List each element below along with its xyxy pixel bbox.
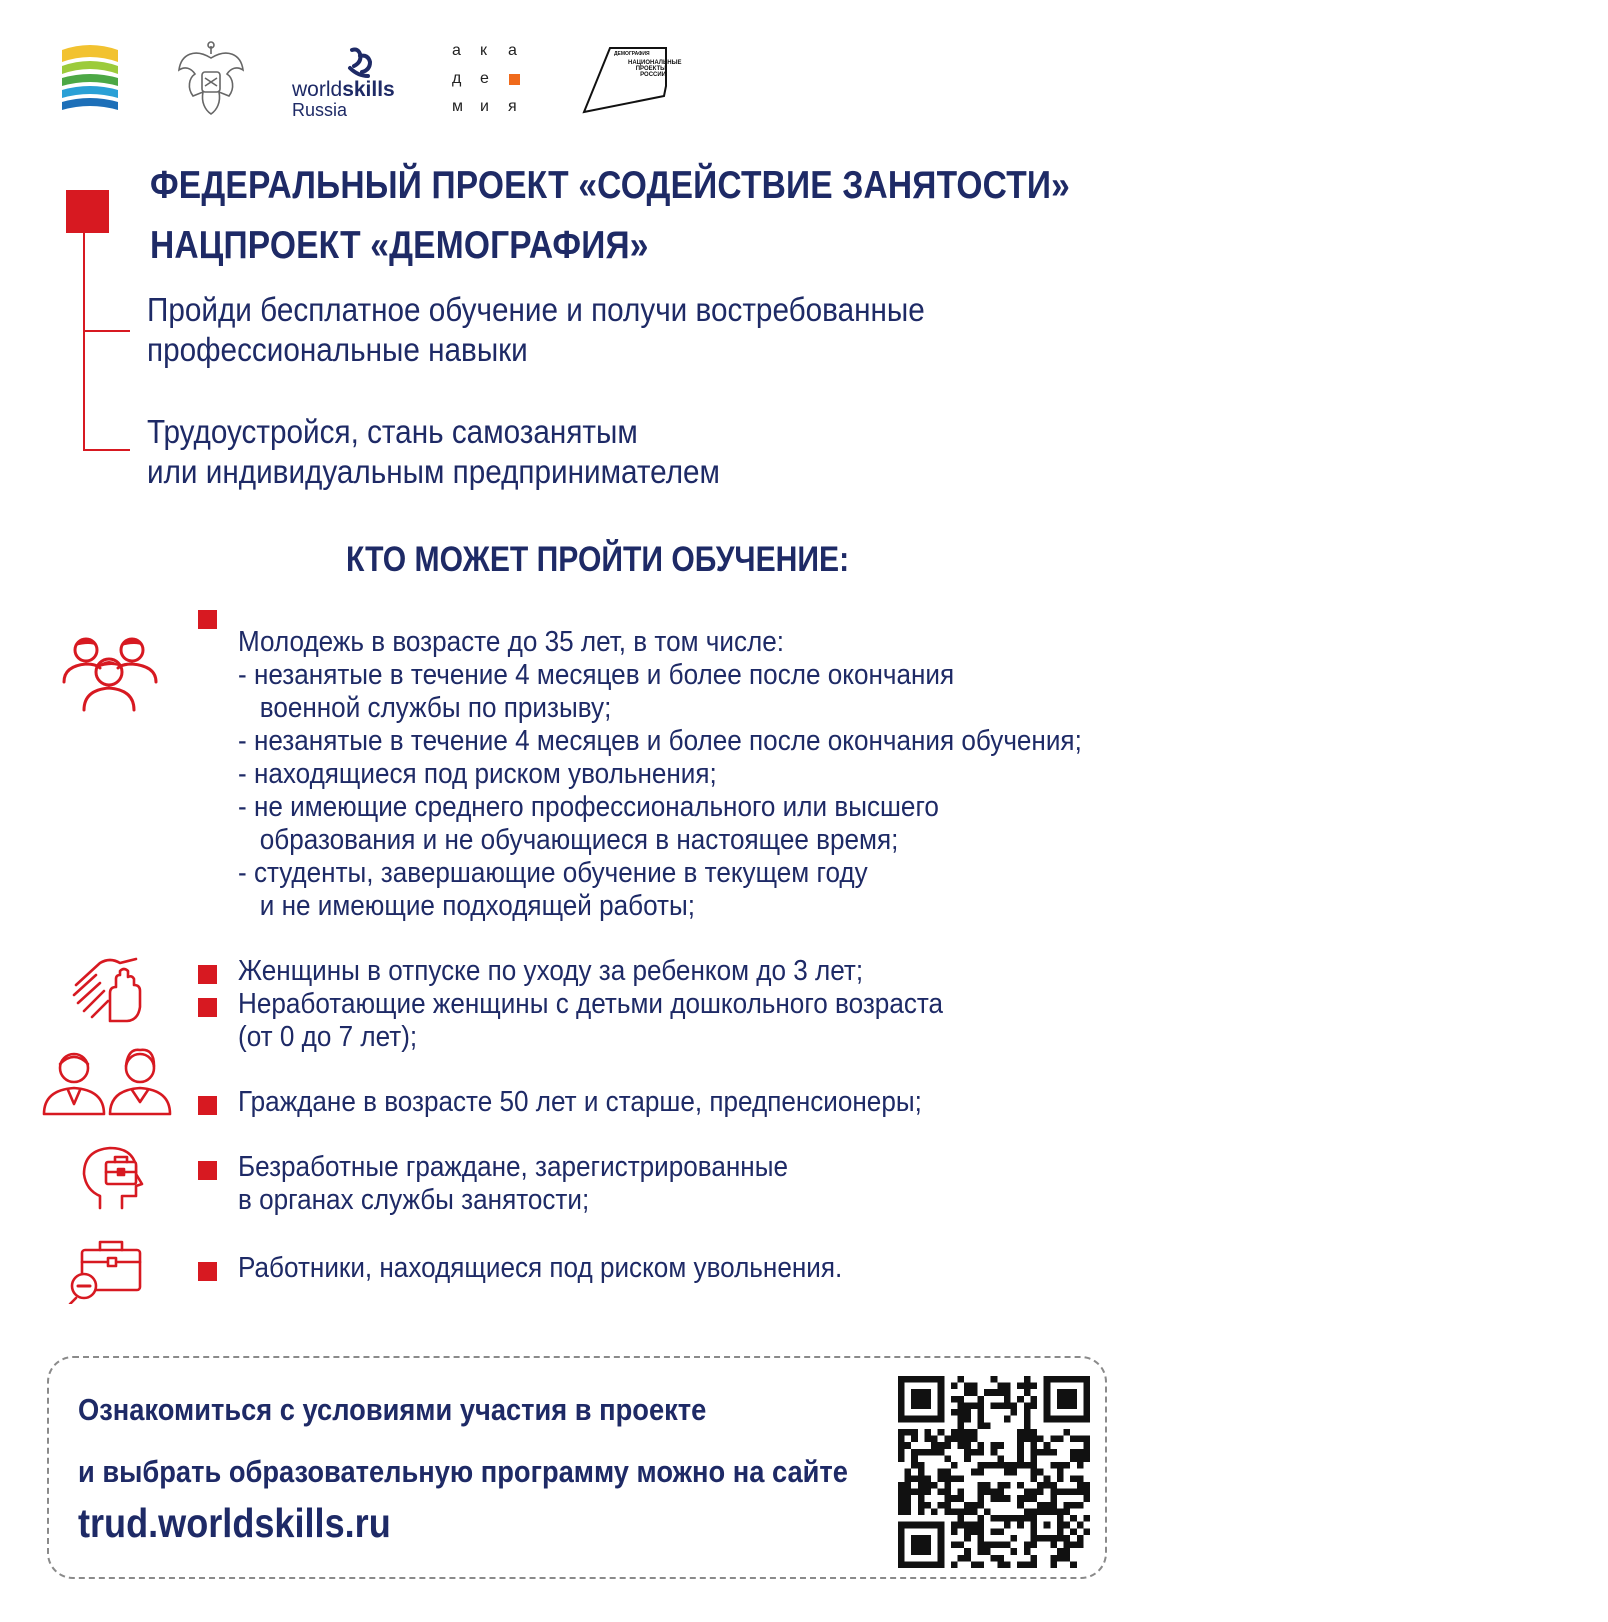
- logo-row: [60, 40, 760, 120]
- bullet-workers: [198, 1262, 217, 1281]
- youth-line: военной службы по призыву;: [238, 692, 612, 724]
- lead-1: [147, 290, 925, 370]
- youth-line: - находящиеся под риском увольнения;: [238, 758, 717, 790]
- bullet-unemployed: [198, 1161, 217, 1180]
- academy-letter: д: [452, 70, 462, 87]
- youth-line: и не имеющие подходящей работы;: [238, 890, 695, 922]
- timeline-tick: [83, 330, 130, 332]
- cta-line1: Ознакомиться с условиями участия в проекте: [78, 1392, 707, 1427]
- unemployed-line1: Безработные граждане, зарегистрированные: [238, 1151, 788, 1183]
- elder-couple-icon: [42, 1046, 172, 1116]
- youth-line: - студенты, завершающие обучение в текущем году: [238, 857, 868, 889]
- bullet-women1: [198, 965, 217, 984]
- qr-code-icon[interactable]: [898, 1376, 1090, 1568]
- people-group-icon: [60, 632, 160, 712]
- worldskills-word-b: skills: [342, 78, 395, 101]
- academy-logo: [452, 42, 532, 118]
- lead-2: [147, 412, 720, 492]
- academy-letter: я: [508, 98, 517, 115]
- youth-line: - не имеющие среднего профессионального или высшего: [238, 791, 939, 823]
- worldskills-logo: [292, 46, 402, 118]
- academy-letter: а: [508, 42, 517, 59]
- caring-hands-icon: [70, 955, 144, 1025]
- bullet-citizens50: [198, 1096, 217, 1115]
- women2-line2: (от 0 до 7 лет);: [238, 1021, 418, 1053]
- worldskills-word-a: world: [292, 78, 343, 101]
- academy-letter: е: [480, 70, 489, 87]
- worldskills-logo-icon: [344, 46, 378, 82]
- workers-text: Работники, находящиеся под риском увольнения.: [238, 1252, 843, 1284]
- youth-heading: Молодежь в возрасте до 35 лет, в том числе:: [238, 626, 785, 658]
- women2-block: [238, 988, 943, 1054]
- header-line1: ФЕДЕРАЛЬНЫЙ ПРОЕКТ «СОДЕЙСТВИЕ ЗАНЯТОСТИ»: [150, 164, 1070, 207]
- youth-line: - незанятые в течение 4 месяцев и более после окончания обучения;: [238, 725, 1082, 757]
- briefcase-search-icon: [68, 1238, 144, 1304]
- header-line2: НАЦПРОЕКТ «ДЕМОГРАФИЯ»: [150, 224, 649, 267]
- natsproekty-logo: [580, 46, 682, 114]
- academy-letter: и: [480, 98, 489, 115]
- lead-2-line2: или индивидуальным предпринимателем: [147, 453, 720, 490]
- citizens50-text: Граждане в возрасте 50 лет и старше, предпенсионеры;: [238, 1086, 922, 1118]
- timeline-tick: [83, 449, 130, 451]
- header-red-square: [66, 190, 109, 233]
- unemployed-block: [238, 1151, 788, 1217]
- timeline-vertical: [83, 232, 85, 450]
- academy-letter: а: [452, 42, 461, 59]
- academy-letter: к: [480, 42, 487, 59]
- academy-letter: м: [452, 98, 463, 115]
- lead-1-line1: Пройди бесплатное обучение и получи востребованные: [147, 291, 925, 328]
- unemployed-line2: в органах службы занятости;: [238, 1184, 590, 1216]
- youth-line: - незанятые в течение 4 месяцев и более после окончания: [238, 659, 955, 691]
- women1-text: Женщины в отпуске по уходу за ребенком до 3 лет;: [238, 955, 864, 987]
- who-title: КТО МОЖЕТ ПРОЙТИ ОБУЧЕНИЕ:: [346, 540, 850, 579]
- bullet-youth: [198, 610, 217, 629]
- cta-line2: и выбрать образовательную программу можно на сайте: [78, 1454, 848, 1489]
- natsproekty-small: ДЕМОГРАФИЯ: [614, 51, 650, 57]
- youth-line: образования и не обучающиеся в настоящее время;: [238, 824, 899, 856]
- coat-of-arms-icon: [175, 40, 247, 118]
- natsproekty-main: НАЦИОНАЛЬНЫЕ ПРОЕКТЫ РОССИИ: [628, 60, 682, 78]
- lead-1-line2: профессиональные навыки: [147, 331, 528, 368]
- region-emblem-icon: [60, 44, 120, 112]
- cta-url-link[interactable]: trud.worldskills.ru: [78, 1500, 391, 1546]
- women2-line1: Неработающие женщины с детьми дошкольного возраста: [238, 988, 944, 1020]
- worldskills-country: Russia: [292, 100, 348, 120]
- academy-square: [509, 74, 520, 85]
- youth-block: [238, 626, 1082, 923]
- bullet-women2: [198, 998, 217, 1017]
- head-briefcase-icon: [80, 1146, 146, 1210]
- lead-2-line1: Трудоустройся, стань самозанятым: [147, 413, 638, 450]
